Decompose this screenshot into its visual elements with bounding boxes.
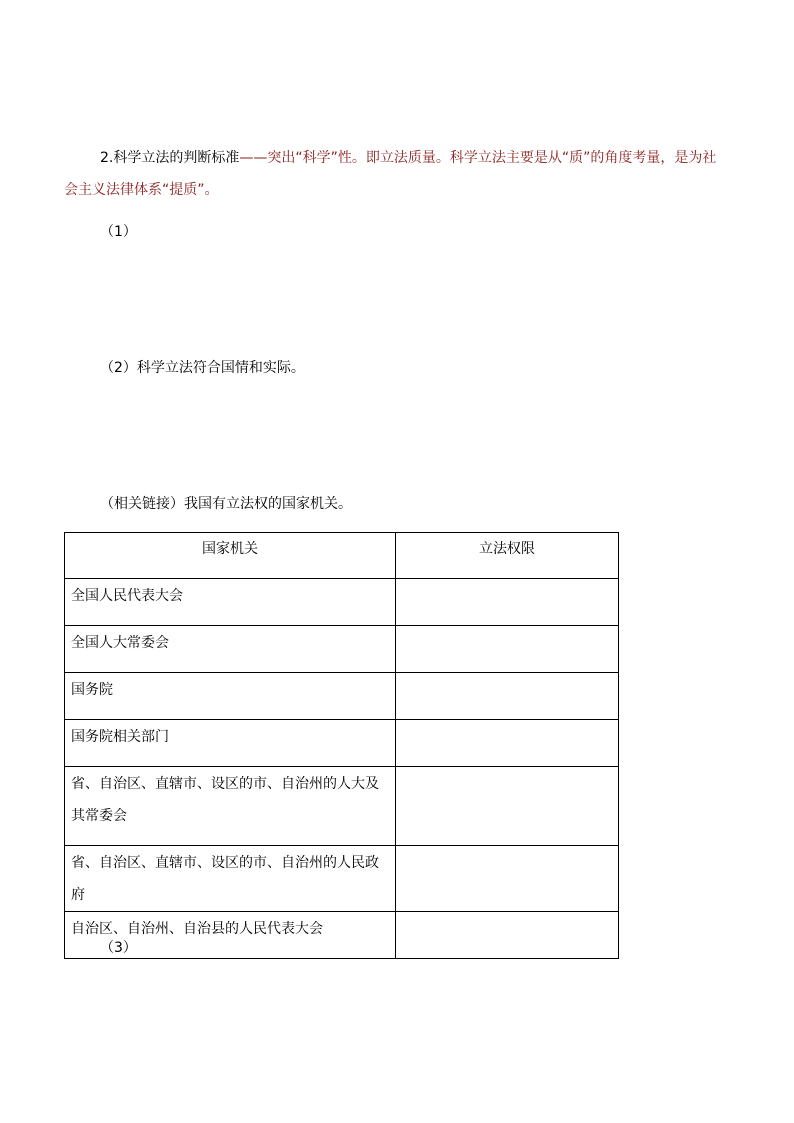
organ-cell: 国务院相关部门 bbox=[65, 720, 396, 767]
table-row bbox=[65, 767, 619, 846]
table-row bbox=[65, 720, 619, 767]
authority-cell bbox=[396, 673, 619, 720]
header-authority: 立法权限 bbox=[396, 533, 619, 579]
item-3: （3） bbox=[100, 940, 137, 956]
section-heading bbox=[64, 142, 730, 206]
authority-cell bbox=[396, 912, 619, 959]
heading-dash: —— bbox=[239, 150, 268, 166]
authority-cell bbox=[396, 720, 619, 767]
table-row bbox=[65, 846, 619, 912]
heading-number: 2.科学立法的判断标准 bbox=[100, 150, 240, 166]
item-1: （1） bbox=[100, 224, 137, 240]
organ-cell: 省、自治区、直辖市、设区的市、自治州的人大及其常委会 bbox=[65, 767, 396, 846]
authority-cell bbox=[396, 579, 619, 626]
table-row bbox=[65, 626, 619, 673]
table-row bbox=[65, 912, 619, 959]
item-2: （2）科学立法符合国情和实际。 bbox=[100, 360, 305, 376]
authority-cell bbox=[396, 846, 619, 912]
table-header-row bbox=[65, 533, 619, 579]
header-organ: 国家机关 bbox=[65, 533, 396, 579]
authority-cell bbox=[396, 767, 619, 846]
organ-cell: 全国人民代表大会 bbox=[65, 579, 396, 626]
legislative-authority-table bbox=[64, 532, 619, 959]
organ-cell: 省、自治区、直辖市、设区的市、自治州的人民政府 bbox=[65, 846, 396, 912]
organ-cell: 全国人大常委会 bbox=[65, 626, 396, 673]
organ-cell: 自治区、自治州、自治县的人民代表大会 bbox=[65, 912, 396, 959]
heading-body: 突出“科学”性。即立法质量。科学立法主要是从“质”的角度考量，是为社会主义法律体系“提质”。 bbox=[64, 150, 717, 198]
related-link: （相关链接）我国有立法权的国家机关。 bbox=[100, 496, 352, 512]
table-row bbox=[65, 673, 619, 720]
authority-cell bbox=[396, 626, 619, 673]
organ-cell: 国务院 bbox=[65, 673, 396, 720]
table-row bbox=[65, 579, 619, 626]
